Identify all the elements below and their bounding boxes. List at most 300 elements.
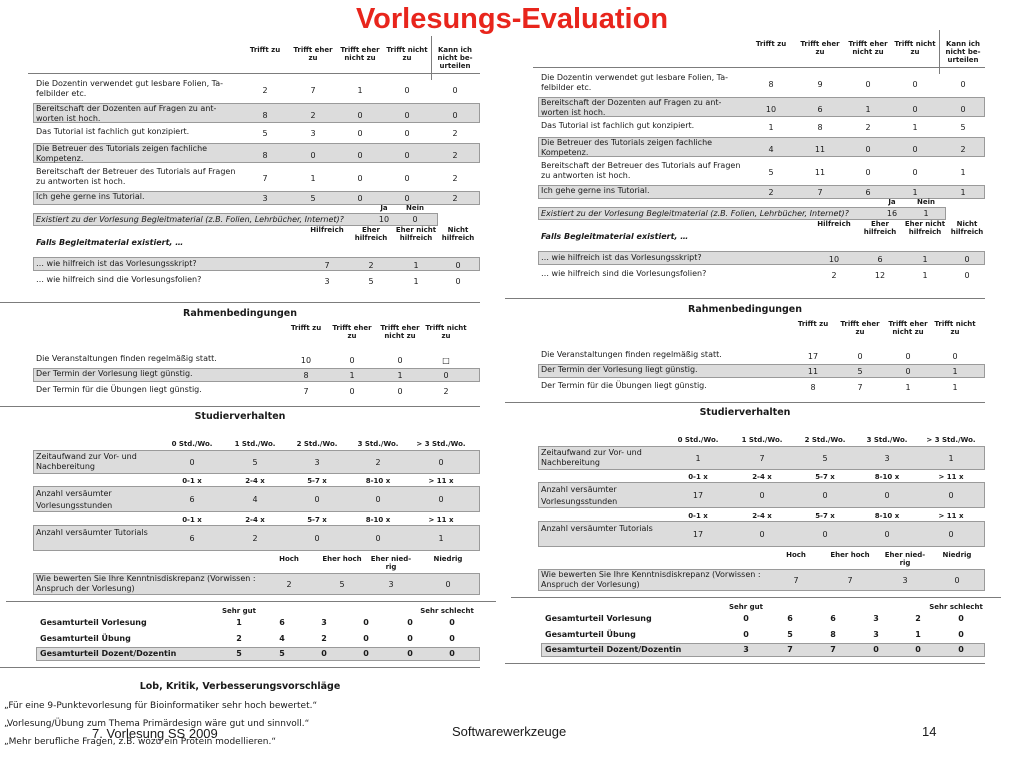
overall-rating-count: 0 [363, 618, 369, 627]
rating-count: 0 [357, 129, 363, 138]
section-rule [0, 302, 480, 303]
vorl-statement: Anzahl versäumter Vorlesungsstunden [36, 489, 113, 510]
section-rule [6, 601, 496, 602]
overall-rating-count: 1 [915, 630, 921, 639]
helpfulness-count: 7 [324, 261, 330, 270]
statement-label: Ich gehe gerne ins Tutorial. [36, 192, 145, 201]
absence-count: 17 [692, 530, 704, 539]
absence-header: 2-4 x [752, 512, 772, 520]
rating-count: 0 [452, 111, 458, 120]
section-title-lob: Lob, Kritik, Verbesserungsvorschläge [139, 681, 341, 692]
overall-rating-count: 3 [873, 614, 879, 623]
feedback-comment: „Für eine 9-Punktevorlesung für Bioinformatiker sehr hoch bewertet.“ [4, 701, 318, 711]
rating-count: 0 [865, 168, 871, 177]
rahmen-count: 8 [810, 383, 816, 392]
rating-count: 0 [357, 194, 363, 203]
rating-count: 0 [452, 86, 458, 95]
rahmen-header: Trifft eher zu [840, 320, 880, 336]
rating-count: 0 [404, 151, 410, 160]
knowledge-count: 7 [847, 576, 853, 585]
rating-count: 0 [404, 111, 410, 120]
absence-header: 8-10 x [874, 473, 900, 481]
absence-header: 5-7 x [815, 473, 835, 481]
rating-count: 2 [452, 194, 458, 203]
overall-rating-count: 0 [743, 614, 749, 623]
helpfulness-header: Eher hilfreich [354, 226, 388, 242]
overall-rating-count: 3 [321, 618, 327, 627]
rating-count: 1 [865, 105, 871, 114]
column-header: Kann ich nicht be-urteilen [945, 40, 981, 64]
section-title-rahmen: Rahmenbedingungen [183, 308, 297, 319]
absence-count: 0 [948, 491, 954, 500]
helpfulness-count: 1 [413, 277, 419, 286]
rating-count: 4 [768, 145, 774, 154]
rating-count: 0 [310, 151, 316, 160]
helpfulness-count: 1 [922, 255, 928, 264]
rating-count: 8 [768, 80, 774, 89]
hours-header: 0 Std./Wo. [171, 440, 213, 448]
rating-count: 1 [310, 174, 316, 183]
knowledge-count: 5 [339, 580, 345, 589]
absence-count: 6 [189, 495, 195, 504]
helpfulness-question: … wie hilfreich sind die Vorlesungsfolien? [36, 275, 202, 284]
absence-count: 0 [438, 495, 444, 504]
overall-rating-count: 5 [279, 649, 285, 658]
rating-count: 1 [768, 123, 774, 132]
helpfulness-count: 2 [831, 271, 837, 280]
rating-count: 2 [452, 174, 458, 183]
hours-count: 7 [759, 454, 765, 463]
column-header: Trifft zu [249, 46, 281, 54]
rating-count: 7 [262, 174, 268, 183]
statement-label: Bereitschaft der Betreuer des Tutorials auf Fragen zu antworten ist hoch. [36, 167, 236, 186]
section-rule [511, 597, 1001, 598]
rating-count: 3 [310, 129, 316, 138]
helpfulness-header: Nicht hilfreich [950, 220, 984, 236]
overall-rating-count: 4 [279, 634, 285, 643]
knowledge-header: Eher nied-rig [884, 551, 926, 567]
overall-rating-label: Gesamturteil Dozent/Dozentin [545, 645, 682, 654]
rahmen-count: 0 [397, 356, 403, 365]
absence-count: 0 [375, 534, 381, 543]
statement-label: Ich gehe gerne ins Tutorial. [541, 186, 650, 195]
overall-rating-count: 0 [743, 630, 749, 639]
overall-rating-count: 0 [407, 618, 413, 627]
rating-count: 0 [404, 194, 410, 203]
overall-rating-count: 0 [915, 645, 921, 654]
overall-rating-label: Gesamturteil Vorlesung [40, 618, 147, 627]
overall-rating-label: Gesamturteil Vorlesung [545, 614, 652, 623]
rahmen-count: 0 [905, 367, 911, 376]
absence-header: > 11 x [428, 516, 454, 524]
absence-header: 2-4 x [245, 477, 265, 485]
falls-question: Falls Begleitmaterial existiert, … [36, 238, 184, 247]
rating-count: 1 [357, 86, 363, 95]
rahmen-count: 1 [397, 371, 403, 380]
helpfulness-header: Hilfreich [310, 226, 344, 234]
statement-label: Das Tutorial ist fachlich gut konzipiert. [36, 127, 190, 136]
overall-rating-count: 8 [830, 630, 836, 639]
rating-count: 6 [865, 188, 871, 197]
absence-header: 5-7 x [307, 477, 327, 485]
hours-header: 2 Std./Wo. [804, 436, 846, 444]
helpfulness-count: 0 [455, 277, 461, 286]
overall-rating-count: 0 [363, 634, 369, 643]
overall-rating-count: 0 [958, 645, 964, 654]
helpfulness-count: 12 [874, 271, 886, 280]
overall-rating-count: 0 [449, 634, 455, 643]
overall-rating-count: 3 [873, 630, 879, 639]
rahmen-count: 1 [349, 371, 355, 380]
hours-count: 0 [438, 458, 444, 467]
knowledge-header: Niedrig [942, 551, 972, 559]
rating-count: 1 [960, 168, 966, 177]
statement-label: Die Betreuer des Tutorials zeigen fachliche Kompetenz. [541, 138, 713, 157]
hours-count: 1 [948, 454, 954, 463]
rating-count: 0 [865, 145, 871, 154]
rahmen-count: 7 [303, 387, 309, 396]
rahmen-count: 2 [443, 387, 449, 396]
yes-no-header: Nein [917, 198, 935, 206]
rating-count: 0 [357, 111, 363, 120]
rahmen-count: 0 [443, 371, 449, 380]
rating-count: 5 [262, 129, 268, 138]
rahmen-count: 0 [349, 356, 355, 365]
overall-rating-count: 0 [958, 630, 964, 639]
rahmen-header: Trifft nicht zu [934, 320, 976, 336]
rating-count: 7 [310, 86, 316, 95]
overall-rating-label: Gesamturteil Übung [545, 630, 636, 639]
section-title-rahmen: Rahmenbedingungen [688, 304, 802, 315]
yes-no-count: 10 [378, 215, 390, 224]
column-header: Kann ich nicht be-urteilen [437, 46, 473, 70]
helpfulness-question: … wie hilfreich ist das Vorlesungsskript? [541, 253, 702, 262]
hours-header: 1 Std./Wo. [234, 440, 276, 448]
hours-count: 0 [189, 458, 195, 467]
section-rule [505, 298, 985, 299]
overall-rating-count: 6 [279, 618, 285, 627]
rahmen-header: Trifft nicht zu [425, 324, 467, 340]
helpfulness-count: 1 [413, 261, 419, 270]
helpfulness-count: 10 [828, 255, 840, 264]
column-header: Trifft eher zu [293, 46, 333, 62]
rahmen-count: 1 [952, 367, 958, 376]
absence-count: 0 [375, 495, 381, 504]
statement-label: Die Dozentin verwendet gut lesbare Folien, Ta-felbilder etc. [541, 73, 729, 92]
helpfulness-header: Eher nicht hilfreich [395, 226, 437, 242]
overall-rating-count: 6 [787, 614, 793, 623]
overall-rating-count: 2 [321, 634, 327, 643]
rating-count: 0 [357, 174, 363, 183]
column-header: Trifft zu [755, 40, 787, 48]
helpfulness-question: … wie hilfreich ist das Vorlesungsskript? [36, 259, 197, 268]
rating-count: 1 [912, 123, 918, 132]
yes-no-header: Ja [888, 198, 896, 206]
rahmen-statement: Die Veranstaltungen finden regelmäßig statt. [36, 354, 217, 363]
statement-label: Das Tutorial ist fachlich gut konzipiert. [541, 121, 695, 130]
rahmen-count: 0 [952, 352, 958, 361]
rating-count: 0 [912, 105, 918, 114]
rating-count: 2 [768, 188, 774, 197]
helpfulness-count: 1 [922, 271, 928, 280]
overall-rating-count: 2 [915, 614, 921, 623]
rahmen-count: 0 [857, 352, 863, 361]
absence-count: 0 [822, 530, 828, 539]
rahmen-count: 1 [952, 383, 958, 392]
yes-no-header: Nein [406, 204, 424, 212]
knowledge-count: 0 [954, 576, 960, 585]
absence-count: 0 [314, 534, 320, 543]
helpfulness-header: Eher hilfreich [863, 220, 897, 236]
statement-label: Bereitschaft der Betreuer des Tutorials auf Fragen zu antworten ist hoch. [541, 161, 741, 180]
absence-header: 0-1 x [182, 516, 202, 524]
absence-header: 0-1 x [688, 473, 708, 481]
absence-count: 0 [759, 491, 765, 500]
section-rule [0, 667, 480, 668]
rahmen-count: 0 [397, 387, 403, 396]
zeit-statement: Zeitaufwand zur Vor- und Nachbereitung [541, 448, 642, 467]
tut-statement: Anzahl versäumter Tutorials [36, 528, 148, 537]
header-rule [28, 73, 480, 74]
overall-rating-count: 0 [407, 634, 413, 643]
rating-count: 5 [310, 194, 316, 203]
absence-header: > 11 x [938, 473, 964, 481]
column-header: Trifft eher nicht zu [848, 40, 888, 56]
hours-count: 5 [252, 458, 258, 467]
rahmen-count: 1 [905, 383, 911, 392]
helpfulness-count: 3 [324, 277, 330, 286]
zeit-statement: Zeitaufwand zur Vor- und Nachbereitung [36, 452, 137, 471]
hours-header: 0 Std./Wo. [677, 436, 719, 444]
section-rule [505, 402, 985, 403]
helpfulness-count: 0 [455, 261, 461, 270]
knowledge-header: Niedrig [433, 555, 463, 563]
rating-count: 5 [960, 123, 966, 132]
rahmen-count: 0 [905, 352, 911, 361]
rating-count: 2 [865, 123, 871, 132]
helpfulness-count: 2 [368, 261, 374, 270]
column-header: Trifft nicht zu [894, 40, 936, 56]
rating-count: 1 [960, 188, 966, 197]
begleit-question: Existiert zu der Vorlesung Begleitmaterial (z.B. Folien, Lehrbücher, Internet)? [541, 209, 849, 218]
feedback-comment: „Mehr berufliche Fragen, z.B. wozu ein Protein modellieren.“ [4, 737, 276, 747]
overall-rating-count: 2 [236, 634, 242, 643]
rahmen-statement: Der Termin für die Übungen liegt günstig. [541, 381, 707, 390]
rating-count: 2 [960, 145, 966, 154]
overall-rating-count: 0 [449, 649, 455, 658]
hours-count: 5 [822, 454, 828, 463]
absence-count: 1 [438, 534, 444, 543]
helpfulness-count: 0 [964, 255, 970, 264]
overall-rating-count: 0 [449, 618, 455, 627]
absence-count: 0 [822, 491, 828, 500]
overall-rating-count: 0 [958, 614, 964, 623]
rahmen-header: Trifft eher nicht zu [380, 324, 420, 340]
helpfulness-header: Eher nicht hilfreich [904, 220, 946, 236]
rahmen-count: 8 [303, 371, 309, 380]
helpfulness-count: 0 [964, 271, 970, 280]
rating-count: 1 [912, 188, 918, 197]
absence-header: 5-7 x [307, 516, 327, 524]
rating-count: 0 [357, 151, 363, 160]
absence-header: 8-10 x [365, 477, 391, 485]
overall-rating-count: 1 [236, 618, 242, 627]
knowledge-header: Eher nied-rig [370, 555, 412, 571]
hours-header: > 3 Std./Wo. [416, 440, 466, 448]
rating-count: 2 [452, 129, 458, 138]
absence-header: 5-7 x [815, 512, 835, 520]
rating-count: 2 [262, 86, 268, 95]
helpfulness-header: Nicht hilfreich [441, 226, 475, 242]
grade-header-best: Sehr gut [728, 603, 763, 611]
rahmen-count: 11 [807, 367, 819, 376]
section-title-studier: Studierverhalten [194, 411, 286, 422]
overall-rating-count: 0 [873, 645, 879, 654]
hours-header: 3 Std./Wo. [866, 436, 908, 444]
absence-header: 8-10 x [874, 512, 900, 520]
absence-count: 6 [189, 534, 195, 543]
knowledge-count: 2 [286, 580, 292, 589]
helpfulness-question: … wie hilfreich sind die Vorlesungsfolien? [541, 269, 707, 278]
absence-count: 0 [759, 530, 765, 539]
absence-count: 0 [884, 491, 890, 500]
hours-header: 1 Std./Wo. [741, 436, 783, 444]
knowledge-count: 3 [388, 580, 394, 589]
absence-header: 0-1 x [688, 512, 708, 520]
helpfulness-count: 6 [877, 255, 883, 264]
section-rule [505, 663, 985, 664]
rating-count: 0 [912, 80, 918, 89]
overall-rating-label: Gesamturteil Dozent/Dozentin [40, 649, 177, 658]
rahmen-header: Trifft eher zu [332, 324, 372, 340]
footer-page-number: 14 [922, 724, 937, 739]
overall-rating-count: 6 [830, 614, 836, 623]
rahmen-count: 5 [857, 367, 863, 376]
rahmen-count: □ [442, 356, 450, 365]
overall-rating-label: Gesamturteil Übung [40, 634, 131, 643]
rating-count: 2 [452, 151, 458, 160]
rating-count: 9 [817, 80, 823, 89]
rahmen-count: 10 [300, 356, 312, 365]
overall-rating-count: 0 [407, 649, 413, 658]
column-header: Trifft eher nicht zu [340, 46, 380, 62]
absence-count: 17 [692, 491, 704, 500]
hours-count: 2 [375, 458, 381, 467]
page-title: Vorlesungs-Evaluation [355, 3, 669, 35]
overall-rating-count: 7 [787, 645, 793, 654]
hours-header: 2 Std./Wo. [296, 440, 338, 448]
yes-no-count: 1 [923, 209, 929, 218]
header-rule [533, 67, 985, 68]
rating-count: 0 [912, 145, 918, 154]
overall-rating-count: 5 [787, 630, 793, 639]
rating-count: 11 [814, 168, 826, 177]
rahmen-count: 0 [349, 387, 355, 396]
rating-count: 2 [310, 111, 316, 120]
rahmen-statement: Die Veranstaltungen finden regelmäßig statt. [541, 350, 722, 359]
helpfulness-count: 5 [368, 277, 374, 286]
statement-label: Die Dozentin verwendet gut lesbare Folien, Ta-felbilder etc. [36, 79, 224, 98]
grade-header-worst: Sehr schlecht [420, 607, 474, 615]
rahmen-statement: Der Termin der Vorlesung liegt günstig. [36, 369, 193, 378]
rahmen-count: 7 [857, 383, 863, 392]
grade-header-best: Sehr gut [221, 607, 256, 615]
knowledge-count: 3 [902, 576, 908, 585]
overall-rating-count: 0 [321, 649, 327, 658]
rating-count: 11 [814, 145, 826, 154]
knowledge-header: Hoch [279, 555, 299, 563]
absence-count: 0 [884, 530, 890, 539]
begleit-question: Existiert zu der Vorlesung Begleitmaterial (z.B. Folien, Lehrbücher, Internet)? [36, 215, 344, 224]
hours-count: 3 [314, 458, 320, 467]
rating-count: 0 [960, 105, 966, 114]
rating-count: 0 [912, 168, 918, 177]
hours-header: > 3 Std./Wo. [926, 436, 976, 444]
rating-count: 0 [404, 129, 410, 138]
kennt-statement: Wie bewerten Sie Ihre Kenntnisdiskrepanz (Vorwissen : Anspruch der Vorlesung) [36, 574, 256, 593]
footer-lecture: 7. Vorlesung SS 2009 [92, 726, 218, 741]
kennt-statement: Wie bewerten Sie Ihre Kenntnisdiskrepanz (Vorwissen : Anspruch der Vorlesung) [541, 570, 761, 589]
rating-count: 5 [768, 168, 774, 177]
section-title-studier: Studierverhalten [699, 407, 791, 418]
absence-count: 4 [252, 495, 258, 504]
rating-count: 8 [262, 151, 268, 160]
rating-count: 10 [765, 105, 777, 114]
column-header: Trifft eher zu [800, 40, 840, 56]
overall-rating-count: 3 [743, 645, 749, 654]
overall-rating-count: 5 [236, 649, 242, 658]
column-header: Trifft nicht zu [386, 46, 428, 62]
vorl-statement: Anzahl versäumter Vorlesungsstunden [541, 485, 618, 506]
rahmen-header: Trifft eher nicht zu [888, 320, 928, 336]
falls-question: Falls Begleitmaterial existiert, … [541, 232, 689, 241]
absence-header: 2-4 x [752, 473, 772, 481]
statement-label: Bereitschaft der Dozenten auf Fragen zu ant-worten ist hoch. [541, 98, 722, 117]
rating-count: 6 [817, 105, 823, 114]
rahmen-statement: Der Termin der Vorlesung liegt günstig. [541, 365, 698, 374]
knowledge-count: 7 [793, 576, 799, 585]
absence-header: 2-4 x [245, 516, 265, 524]
rating-count: 8 [817, 123, 823, 132]
yes-no-count: 16 [886, 209, 898, 218]
hours-count: 1 [695, 454, 701, 463]
knowledge-header: Eher hoch [830, 551, 870, 559]
rahmen-count: 17 [807, 352, 819, 361]
absence-header: > 11 x [938, 512, 964, 520]
absence-count: 0 [314, 495, 320, 504]
hours-header: 3 Std./Wo. [357, 440, 399, 448]
feedback-comment: „Vorlesung/Übung zum Thema Primärdesign wäre gut und sinnvoll.“ [4, 719, 310, 729]
absence-header: 0-1 x [182, 477, 202, 485]
knowledge-count: 0 [445, 580, 451, 589]
footer-course: Softwarewerkzeuge [452, 724, 567, 739]
statement-label: Bereitschaft der Dozenten auf Fragen zu ant-worten ist hoch. [36, 104, 217, 123]
rating-count: 0 [404, 174, 410, 183]
tut-statement: Anzahl versäumter Tutorials [541, 524, 653, 533]
rating-count: 3 [262, 194, 268, 203]
knowledge-header: Hoch [786, 551, 806, 559]
rating-count: 0 [960, 80, 966, 89]
grade-header-worst: Sehr schlecht [929, 603, 983, 611]
absence-count: 0 [948, 530, 954, 539]
absence-count: 2 [252, 534, 258, 543]
absence-header: > 11 x [428, 477, 454, 485]
rahmen-statement: Der Termin für die Übungen liegt günstig. [36, 385, 202, 394]
rating-count: 7 [817, 188, 823, 197]
helpfulness-header: Hilfreich [817, 220, 851, 228]
rahmen-header: Trifft zu [797, 320, 829, 328]
statement-label: Die Betreuer des Tutorials zeigen fachliche Kompetenz. [36, 144, 208, 163]
